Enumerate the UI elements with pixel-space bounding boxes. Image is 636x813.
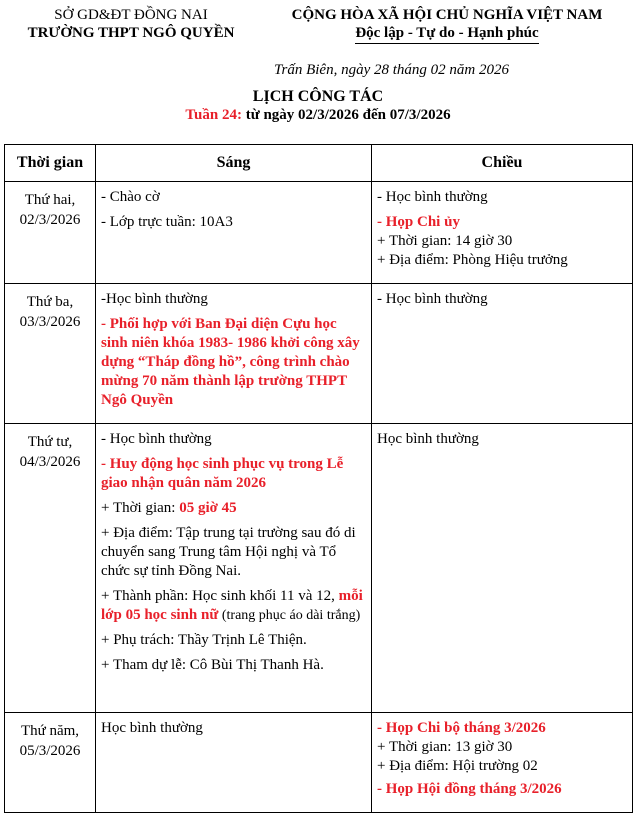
afternoon-cell [372, 182, 633, 284]
list-item: - Học bình thường [377, 291, 488, 307]
day-label: Thứ ba, [26, 294, 74, 310]
week-label: Tuần 24: [185, 107, 242, 123]
header-afternoon: Chiều [372, 145, 633, 182]
list-item: - Họp Chi ủy [377, 214, 460, 230]
day-date: 04/3/2026 [19, 454, 81, 470]
list-item: -Học bình thường [101, 291, 208, 307]
morning-cell [96, 713, 372, 813]
day-label: Thứ hai, [24, 192, 76, 208]
day-date: 03/3/2026 [19, 314, 81, 330]
list-item: Học bình thường [377, 431, 479, 447]
day-date: 05/3/2026 [19, 743, 81, 759]
morning-cell [96, 284, 372, 424]
department-name: SỞ GD&ĐT ĐỒNG NAI [54, 7, 208, 23]
day-cell [5, 713, 96, 813]
dateline: Trấn Biên, ngày 28 tháng 02 năm 2026 [274, 62, 509, 78]
list-item: - Chào cờ [101, 189, 160, 205]
day-cell [5, 424, 96, 713]
list-item: - Học bình thường [101, 431, 212, 447]
list-item: - Huy động học sinh phục vụ trong Lễ giao nhận quân năm 2026 [101, 456, 344, 491]
header-time: Thời gian [5, 145, 96, 182]
list-item: + Địa điểm: Hội trường 02 [377, 758, 538, 774]
header-right [262, 6, 632, 44]
day-date: 02/3/2026 [19, 212, 81, 228]
time-label: + Thời gian: [101, 500, 180, 516]
list-item: - Họp Hội đồng tháng 3/2026 [377, 781, 562, 797]
day-label: Thứ năm, [20, 723, 80, 739]
list-item: - Lớp trực tuần: 10A3 [101, 214, 233, 230]
list-item: + Địa điểm: Phòng Hiệu trưởng [377, 252, 568, 268]
list-item: - Họp Chi bộ tháng 3/2026 [377, 720, 546, 736]
participants-note: (trang phục áo dài trắng) [218, 608, 361, 623]
motto: Độc lập - Tự do - Hạnh phúc [355, 24, 538, 44]
school-name: TRƯỜNG THPT NGÔ QUYỀN [27, 25, 235, 41]
participants-label: + Thành phần: Học sinh khối 11 và 12, [101, 588, 339, 604]
header-morning: Sáng [96, 145, 372, 182]
day-label: Thứ tư, [27, 434, 73, 450]
afternoon-cell [372, 424, 633, 713]
list-item: + Địa điểm: Tập trung tại trường sau đó di chuyển sang Trung tâm Hội nghị và Tổ chức sự tỉnh Đồng Nai. [101, 525, 356, 579]
week-dates: từ ngày 02/3/2026 đến 07/3/2026 [241, 107, 451, 123]
list-item: Học bình thường [101, 720, 203, 736]
list-item: - Học bình thường [377, 189, 488, 205]
table-row [5, 424, 633, 713]
list-item [101, 587, 367, 625]
header-left [0, 6, 262, 42]
country-name: CỘNG HÒA XÃ HỘI CHỦ NGHĨA VIỆT NAM [291, 7, 603, 23]
list-item [101, 499, 367, 518]
table-row [5, 284, 633, 424]
list-item: + Thời gian: 13 giờ 30 [377, 739, 513, 755]
list-item: + Phụ trách: Thầy Trịnh Lê Thiện. [101, 632, 307, 648]
table-header-row [5, 145, 633, 182]
table-row [5, 182, 633, 284]
afternoon-cell [372, 713, 633, 813]
table-row [5, 713, 633, 813]
list-item: + Tham dự lễ: Cô Bùi Thị Thanh Hà. [101, 657, 324, 673]
afternoon-cell [372, 284, 633, 424]
time-value: 05 giờ 45 [179, 500, 237, 516]
page-title: LỊCH CÔNG TÁC [252, 88, 384, 105]
day-cell [5, 182, 96, 284]
participants-highlight: mỗi lớp 05 học sinh nữ [101, 588, 363, 623]
list-item: - Phối hợp với Ban Đại diện Cựu học sinh niên khóa 1983- 1986 khởi công xây dựng “Tháp đồng hồ”, công trình chào mừng 70 năm thành lập trường THPT Ngô Quyền [101, 316, 360, 408]
day-cell [5, 284, 96, 424]
week-range [0, 107, 636, 124]
list-item: + Thời gian: 14 giờ 30 [377, 233, 513, 249]
morning-cell [96, 424, 372, 713]
morning-cell [96, 182, 372, 284]
schedule-table [4, 144, 633, 813]
